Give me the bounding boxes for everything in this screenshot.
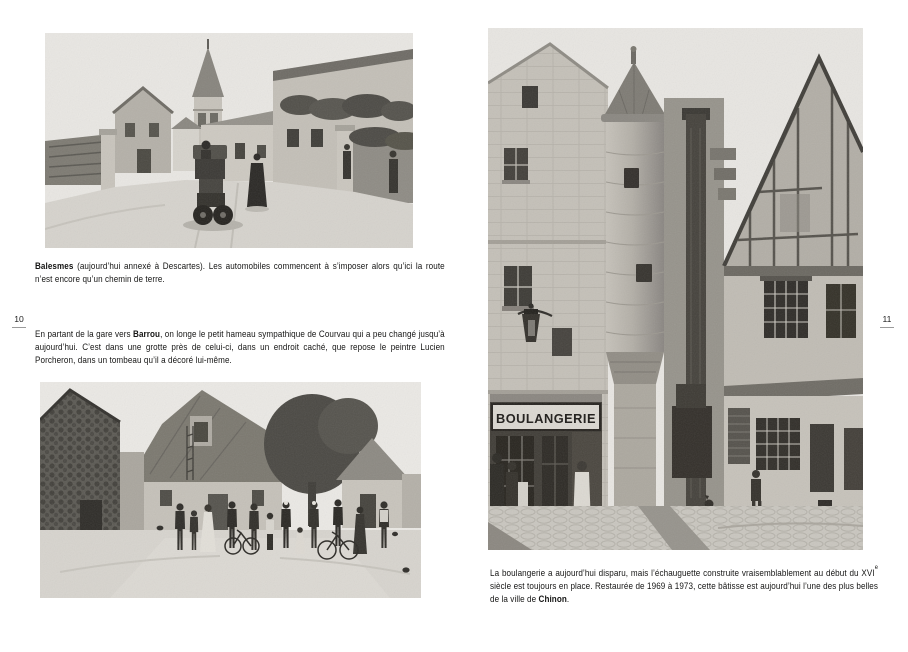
photo-chinon-echauguette-svg <box>488 28 863 550</box>
caption-chinon-seg3: . <box>566 593 570 604</box>
photo-balesmes-street-svg <box>45 33 413 248</box>
paragraph-barrou-seg2: , on longe le petit hameau sympathique de Courvau qui a peu changé jusqu’à aujourd’hui. C’est dans une grotte près de celui-ci, dans un endroit caché, que repose le peintre Lucien Porcheron, dans un tombeau qu’il a décoré lui-même. <box>35 329 445 365</box>
caption-balesmes <box>35 260 445 286</box>
caption-chinon-century: XVI <box>861 568 875 579</box>
caption-balesmes-text: (aujourd’hui annexé à Descartes). Les automobiles commencent à s’imposer alors qu’ici la route n’est encore qu’un chemin de terre. <box>35 261 445 284</box>
photo-courvau-hamlet <box>40 382 421 598</box>
paragraph-barrou <box>35 328 445 367</box>
caption-chinon-seg2: siècle est toujours en place. Restaurée de 1969 à 1973, cette bâtisse est aujourd’hui l’une des plus belles de la ville de <box>490 581 879 604</box>
caption-chinon-seg1: La boulangerie a aujourd’hui disparu, mais l’échauguette construite vraisemblablement au début du <box>490 568 862 579</box>
caption-chinon-century-sup: e <box>874 564 879 571</box>
photo-courvau-hamlet-svg <box>40 382 421 598</box>
page-number-left <box>8 314 30 328</box>
page-number-right-value: 11 <box>882 314 892 324</box>
boulangerie-sign-text: BOULANGERIE <box>496 411 596 426</box>
page-number-left-value: 10 <box>14 314 24 324</box>
caption-chinon <box>490 565 878 606</box>
photo-balesmes-street <box>45 33 413 248</box>
caption-chinon-bold: Chinon <box>538 593 567 604</box>
page-number-rule <box>12 327 26 328</box>
photo-chinon-echauguette <box>488 28 863 550</box>
paragraph-barrou-seg1: En partant de la gare vers <box>35 329 134 339</box>
paragraph-barrou-bold: Barrou <box>133 329 161 339</box>
caption-balesmes-bold: Balesmes <box>35 261 74 271</box>
page-number-rule <box>880 327 894 328</box>
page-number-right <box>876 314 898 328</box>
